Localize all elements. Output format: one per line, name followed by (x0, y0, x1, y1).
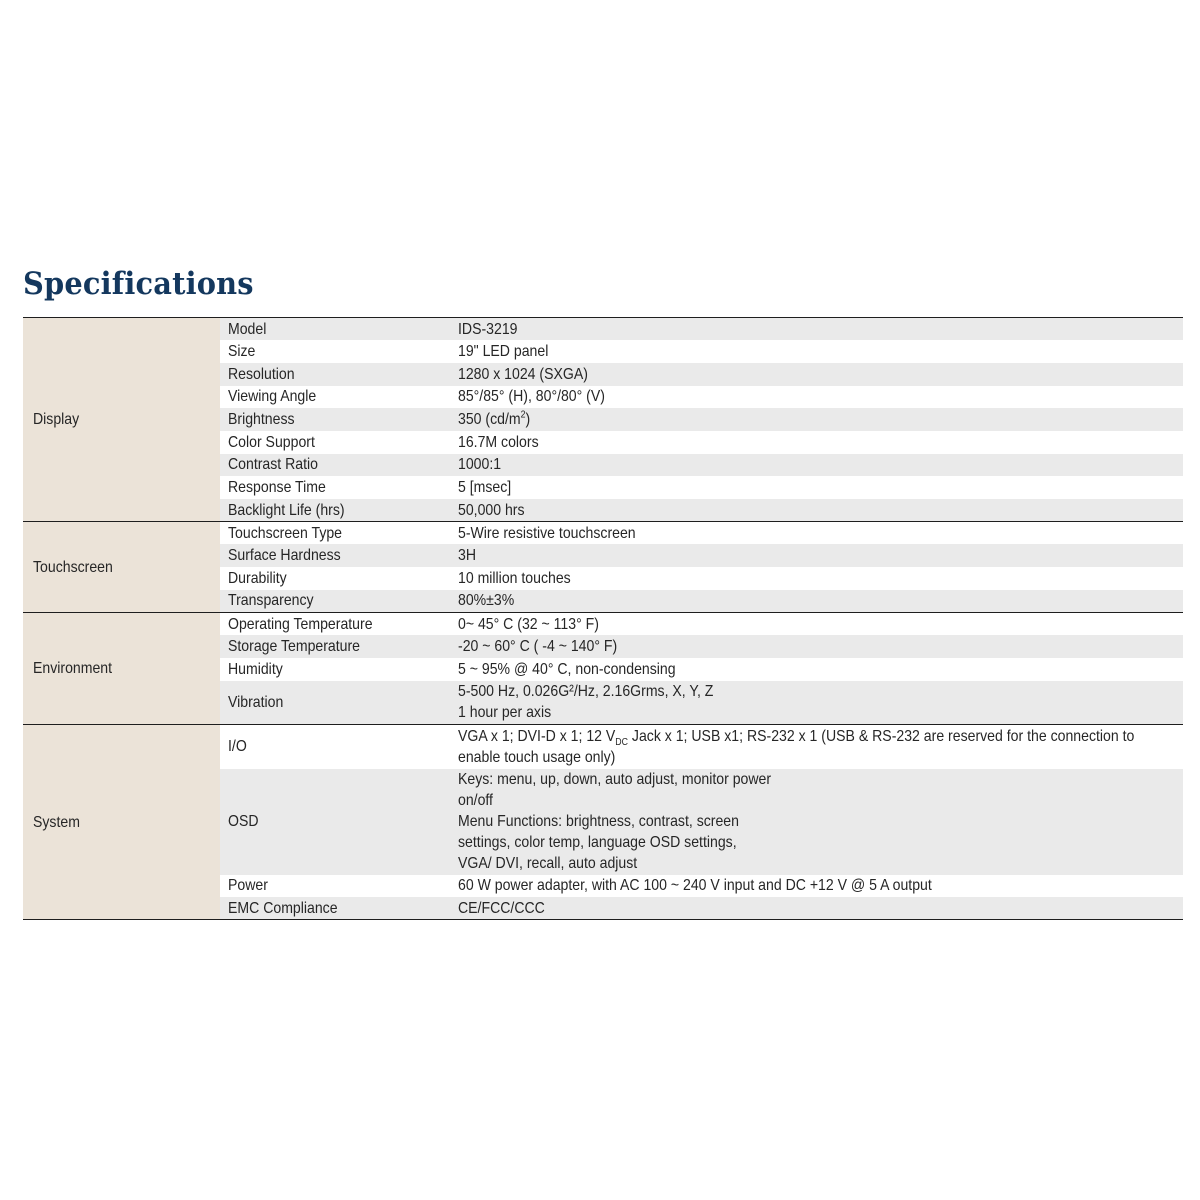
spec-table (23, 317, 1183, 920)
spec-label: Color Support (228, 433, 315, 451)
spec-value: 19" LED panel (458, 343, 549, 361)
table-row (23, 522, 1183, 545)
spec-label: EMC Compliance (220, 897, 450, 920)
spec-label: Response Time (228, 479, 326, 497)
spec-value: 3H (450, 544, 1183, 567)
spec-label: Humidity (228, 660, 283, 678)
spec-label: Storage Temperature (220, 635, 450, 658)
spec-label: I/O (220, 725, 450, 769)
spec-value: 350 $(cd/m^2)$ (450, 408, 1183, 431)
category-environment: Environment (23, 612, 220, 724)
spec-value: 1280 x 1024 (SXGA) (450, 363, 1183, 386)
spec-value: 10 million touches (458, 569, 571, 587)
spec-value: 5 ~ 95% @ 40° C, non-condensing (458, 660, 676, 678)
spec-label: Viewing Angle (228, 388, 317, 406)
spec-value: 0~ 45° C (32 ~ 113° F) (450, 612, 1183, 635)
spec-label: Brightness (220, 408, 450, 431)
spec-label: Operating Temperature (220, 612, 450, 635)
spec-value: 50,000 hrs (450, 499, 1183, 522)
spec-label: Power (228, 877, 268, 895)
table-row (23, 318, 1183, 341)
spec-label: Vibration (220, 681, 450, 725)
page-title: Specifications (23, 266, 254, 302)
spec-value: 5-Wire resistive touchscreen (450, 522, 1183, 545)
spec-value: -20 ~ 60° C ( -4 ~ 140° F) (450, 635, 1183, 658)
spec-label: Contrast Ratio (220, 454, 450, 477)
spec-label: Transparency (220, 590, 450, 613)
spec-value: 60 W power adapter, with AC 100 ~ 240 V input and DC +12 V @ 5 A output (458, 877, 932, 895)
table-row (23, 725, 1183, 769)
spec-value: 5 [msec] (458, 479, 512, 497)
spec-value: 85°/85° (H), 80°/80° (V) (458, 388, 605, 406)
spec-value: 80%±3% (450, 590, 1183, 613)
category-system: System (23, 725, 220, 920)
spec-label: Touchscreen Type (220, 522, 450, 545)
spec-value: 1000:1 (450, 454, 1183, 477)
spec-label: Durability (228, 569, 287, 587)
spec-label: OSD (220, 769, 450, 875)
spec-value: VGA x 1; DVI-D x 1; 12 $V_{DC}$ Jack x 1; USB x1; RS-232 x 1 (USB & RS-232 are reserved for the connection to enable touch usage only) (450, 725, 1183, 769)
category-touchscreen: Touchscreen (23, 522, 220, 613)
spec-label: Backlight Life (hrs) (220, 499, 450, 522)
spec-value: 16.7M colors (458, 433, 539, 451)
spec-label: Resolution (220, 363, 450, 386)
spec-label: Surface Hardness (220, 544, 450, 567)
spec-value: 5-500 Hz, 0.026G²/Hz, 2.16Grms, X, Y, Z 1 hour per axis (450, 681, 1183, 725)
spec-value: Keys: menu, up, down, auto adjust, monitor power on/off Menu Functions: brightness, contrast, screen settings, color temp, language OSD settings, VGA/ DVI, recall, auto adjust (450, 769, 1183, 875)
spec-label: Model (220, 318, 450, 341)
table-row (23, 612, 1183, 635)
spec-value: CE/FCC/CCC (450, 897, 1183, 920)
spec-label: Size (228, 343, 256, 361)
spec-value: IDS-3219 (450, 318, 1183, 341)
category-display: Display (23, 318, 220, 522)
